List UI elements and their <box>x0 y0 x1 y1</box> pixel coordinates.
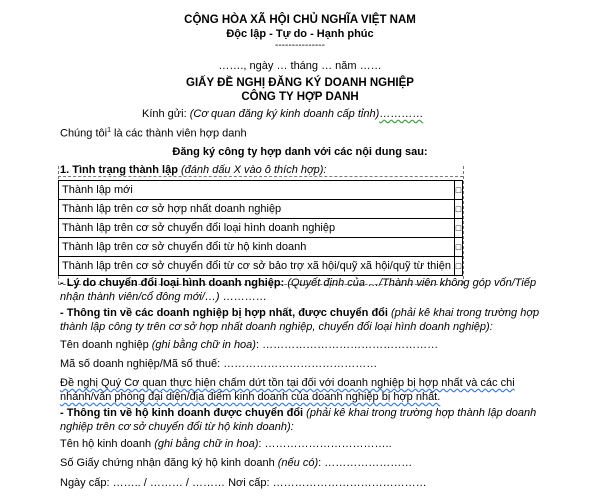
motto: Độc lập - Tự do - Hạnh phúc <box>226 28 374 40</box>
document-title: GIẤY ĐỀ NGHỊ ĐĂNG KÝ DOANH NGHIỆP <box>186 77 414 89</box>
merged-tax-line <box>60 358 377 370</box>
document-subtitle: CÔNG TY HỢP DANH <box>241 91 359 103</box>
footnote-mark: 1 <box>107 127 111 134</box>
merged-tax-label: Mã số doanh nghiệp/Mã số thuế: <box>60 358 224 370</box>
reason-hint: (Quyết định của …/Thành viên không góp vốn/Tiếp nhận thành viên/cổ đông mới/…) <box>60 277 537 303</box>
intro-line <box>60 127 247 140</box>
merged-info-hint: (phải kê khai trong trường hợp thành lập công ty trên cơ sở hợp nhất doanh nghiệp, chuyển đổi loại hình doanh nghiệp): <box>60 307 540 333</box>
recipient-dots: ………… <box>379 108 424 120</box>
merged-name-line <box>60 339 438 351</box>
merged-name-field[interactable]: : ………………………………………… <box>255 339 439 351</box>
table-row <box>59 200 463 219</box>
establishment-status-table <box>58 180 463 276</box>
section1-hint: (đánh dấu X vào ô thích hợp): <box>177 164 327 176</box>
merged-info-heading <box>60 306 540 334</box>
intro-text-b: là các thành viên hợp danh <box>111 127 247 140</box>
date-line: ……., ngày … tháng … năm …… <box>218 60 382 72</box>
household-name-hint: (ghi bằng chữ in hoa) <box>154 438 259 450</box>
table-row <box>59 219 463 238</box>
household-heading <box>60 406 540 434</box>
section1-title: 1. Tình trạng thành lập <box>60 164 178 176</box>
termination-request <box>60 376 540 404</box>
household-cert-line <box>60 457 412 469</box>
status-label: Thành lập trên cơ sở hợp nhất doanh nghiệp <box>59 200 455 219</box>
checkbox-household-conversion[interactable]: □ <box>454 238 462 257</box>
dashed-border-right <box>463 166 464 284</box>
status-label: Thành lập trên cơ sở chuyển đổi từ hộ kinh doanh <box>59 238 455 257</box>
recipient-line <box>142 108 423 120</box>
termination-request-text: Đề nghị Quý Cơ quan thực hiện chấm dứt tồn tại đối với doanh nghiệp bị hợp nhất và các chi nhánh/văn phòng đại diện/địa điểm kinh doanh của doanh nghiệp bị hợp nhất. <box>60 377 515 403</box>
household-date-line: Ngày cấp: …….. / ……… / ……… Nơi cấp: …………………………………… <box>60 477 427 489</box>
conversion-reason <box>60 276 540 304</box>
reason-dots: ………… <box>219 291 267 303</box>
household-cert-hint: (nếu có) <box>277 457 319 469</box>
section1-heading <box>60 164 326 176</box>
status-label: Thành lập trên cơ sở chuyển đổi loại hình doanh nghiệp <box>59 219 455 238</box>
reason-label: - Lý do chuyển đổi loại hình doanh nghiệp: <box>60 277 285 289</box>
checkbox-charity-conversion[interactable]: □ <box>454 257 462 276</box>
table-row <box>59 238 463 257</box>
intro-text-a: Chúng tôi <box>60 127 108 140</box>
checkbox-new[interactable]: □ <box>454 181 462 200</box>
checkbox-merger[interactable]: □ <box>454 200 462 219</box>
household-cert-field[interactable]: : …………………… <box>318 457 413 469</box>
recipient-value: (Cơ quan đăng ký kinh doanh cấp tỉnh) <box>189 108 380 120</box>
separator: --------------- <box>275 40 325 51</box>
recipient-label: Kính gửi: <box>142 108 190 120</box>
household-name-label: Tên hộ kinh doanh <box>60 438 155 450</box>
table-row <box>59 257 463 276</box>
nation-heading: CỘNG HÒA XÃ HỘI CHỦ NGHĨA VIỆT NAM <box>184 14 416 26</box>
household-label: - Thông tin về hộ kinh doanh được chuyển đổi <box>60 407 304 419</box>
merged-tax-field[interactable]: …………………………………… <box>223 358 378 370</box>
household-cert-label: Số Giấy chứng nhận đăng ký hộ kinh doanh <box>60 457 278 469</box>
household-name-line <box>60 438 392 450</box>
status-label: Thành lập mới <box>59 181 455 200</box>
merged-info-label: - Thông tin về các doanh nghiệp bị hợp nhất, được chuyển đổi <box>60 307 388 319</box>
merged-name-label: Tên doanh nghiệp <box>60 339 152 351</box>
register-heading: Đăng ký công ty hợp danh với các nội dung sau: <box>172 146 428 158</box>
merged-name-hint: (ghi bằng chữ in hoa) <box>151 339 256 351</box>
dashed-border-top <box>58 176 463 177</box>
table-row <box>59 181 463 200</box>
household-name-field[interactable]: : …………………………….. <box>258 438 392 450</box>
status-label: Thành lập trên cơ sở chuyển đổi từ cơ sở bảo trợ xã hội/quỹ xã hội/quỹ từ thiện <box>59 257 455 276</box>
household-hint: (phải kê khai trong trường hợp thành lập doanh nghiệp trên cơ sở chuyển đổi từ hộ kinh doanh): <box>60 407 537 433</box>
checkbox-type-conversion[interactable]: □ <box>454 219 462 238</box>
